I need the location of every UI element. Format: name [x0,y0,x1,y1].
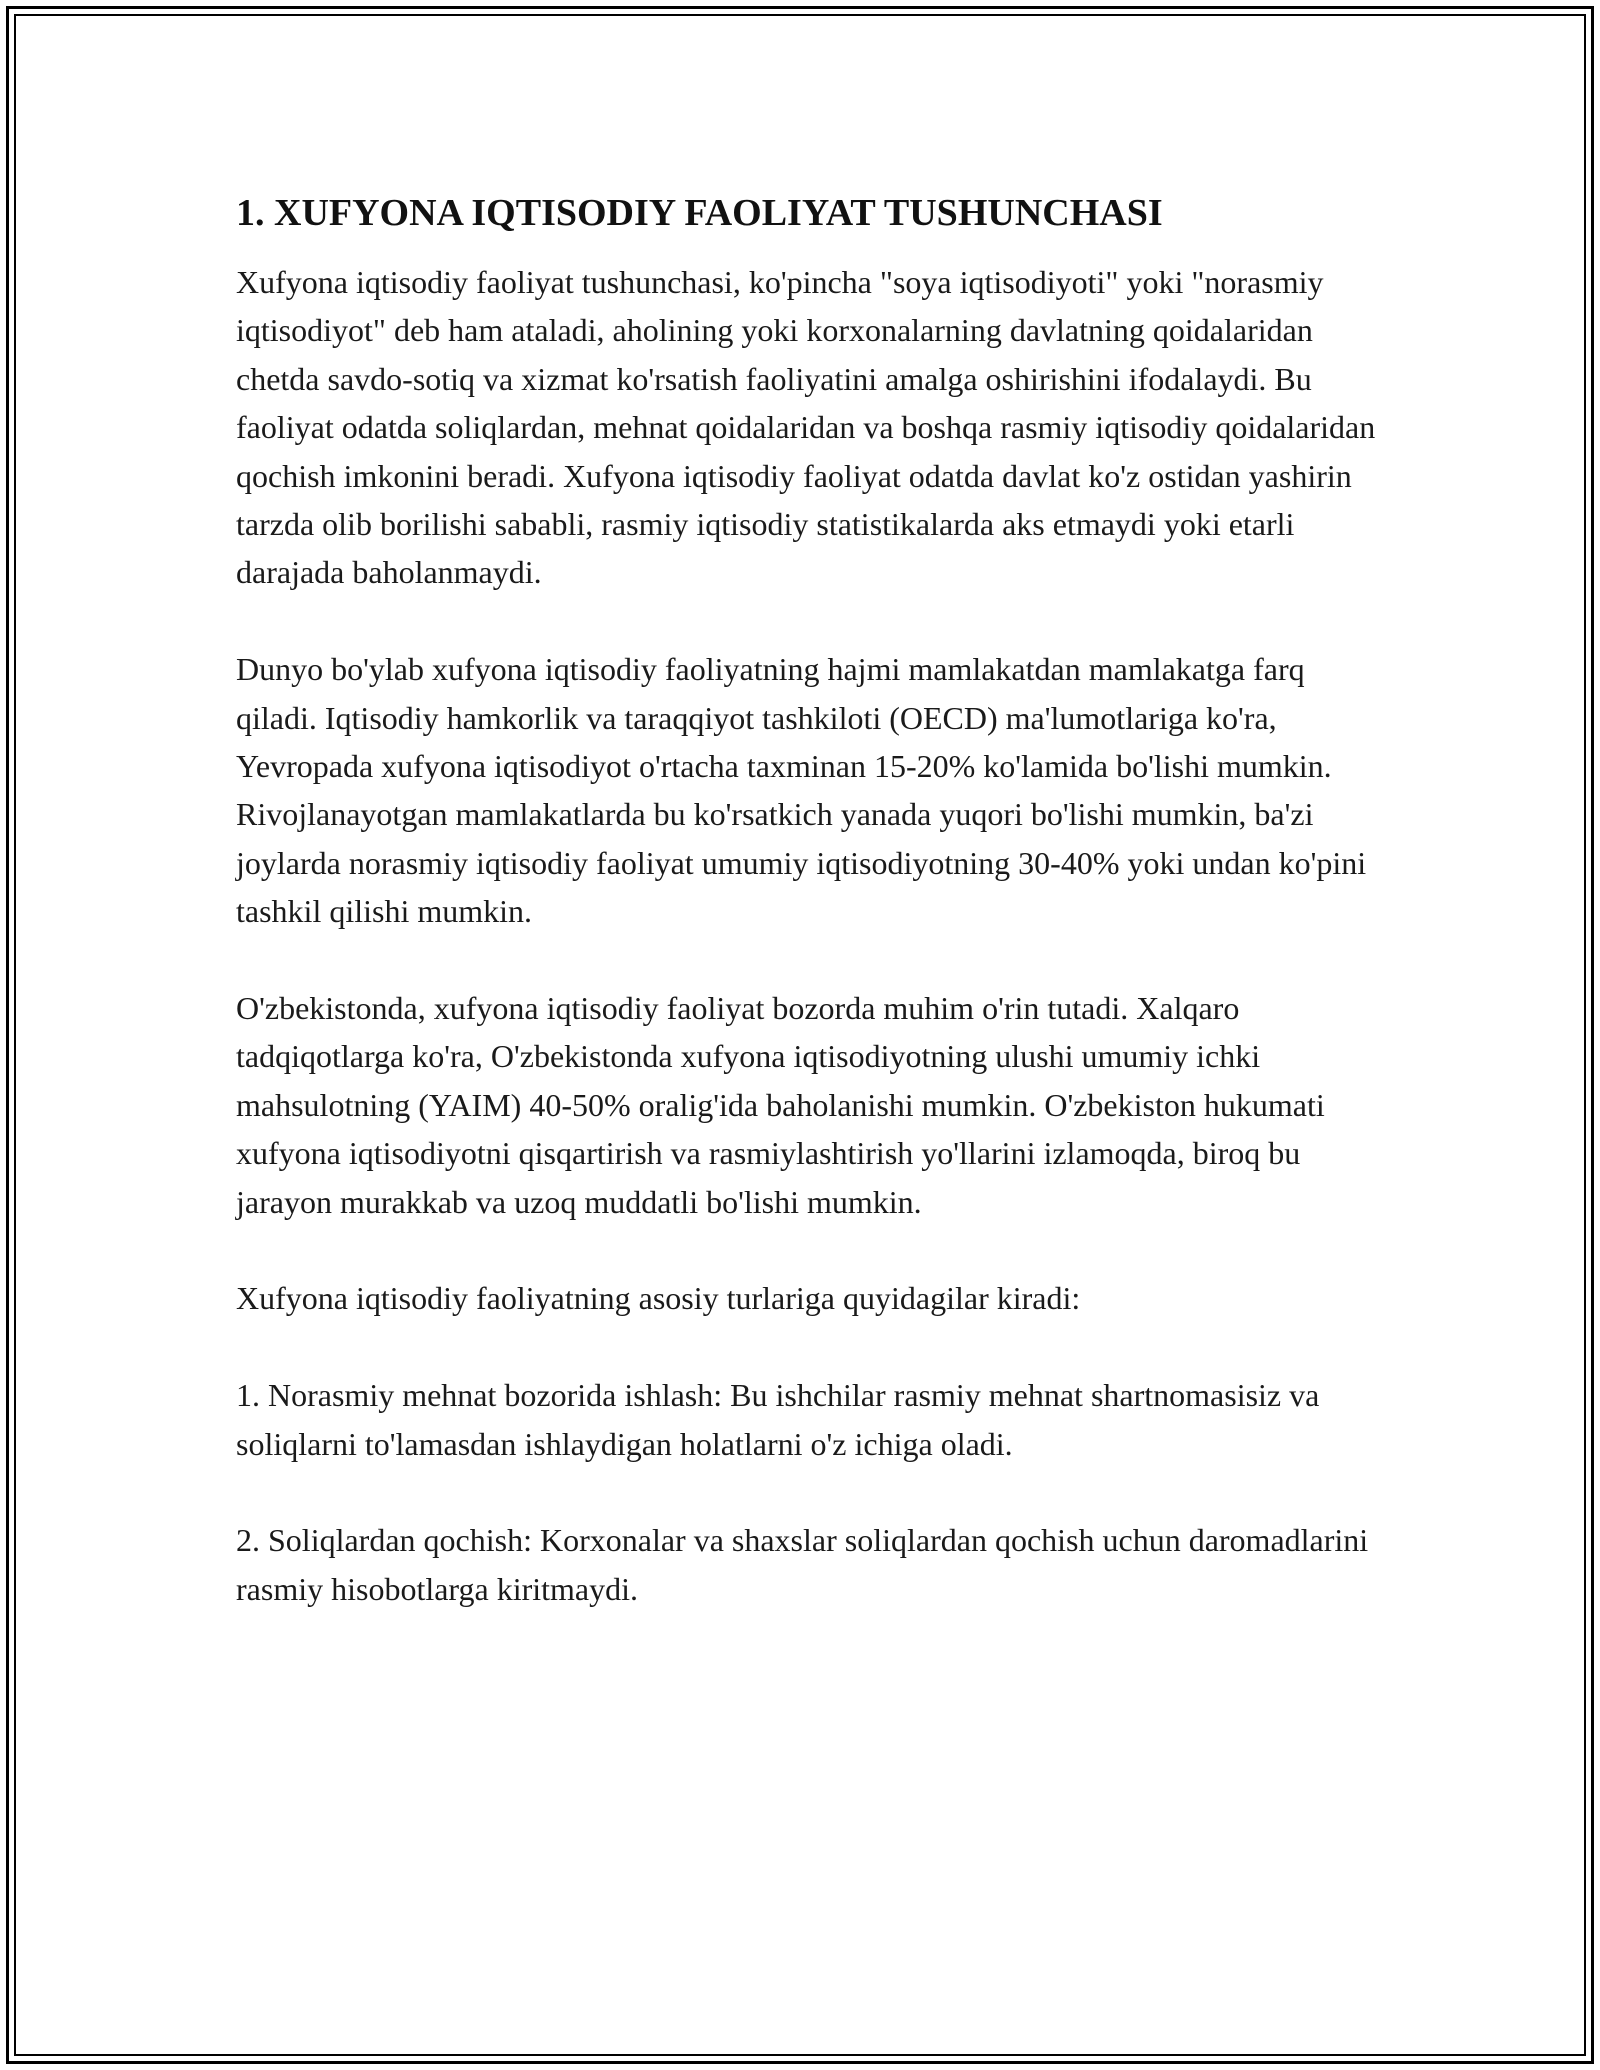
paragraph-world-scale: Dunyo bo'ylab xufyona iqtisodiy faoliyatning hajmi mamlakatdan mamlakatga farq qiladi. Iqtisodiy hamkorlik va taraqqiyot tashkiloti (OECD) ma'lumotlariga ko'ra, Yevropada xufyona iqtisodiyot o'rtacha taxminan 15-20% ko'lamida bo'lishi mumkin. Rivojlanayotgan mamlakatlarda bu ko'rsatkich yanada yuqori bo'lishi mumkin, ba'zi joylarda norasmiy iqtisodiy faoliyat umumiy iqtisodiyotning 30-40% yoki undan ko'pini tashkil qilishi mumkin. [236,651,1367,930]
paragraph-definition: Xufyona iqtisodiy faoliyat tushunchasi, ko'pincha "soya iqtisodiyoti" yoki "norasmiy iqtisodiyot" deb ham ataladi, aholining yoki korxonalarning davlatning qoidalaridan chetda savdo-sotiq va xizmat ko'rsatish faoliyatini amalga oshirishini ifodalaydi. Bu faoliyat odatda soliqlardan, mehnat qoidalaridan va boshqa rasmiy iqtisodiy qoidalaridan qochish imkonini beradi. Xufyona iqtisodiy faoliyat odatda davlat ko'z ostidan yashirin tarzda olib borilishi sababli, rasmiy iqtisodiy statistikalarda aks etmaydi yoki etarli darajada baholanmaydi. [236,264,1376,591]
list-item-tax-evasion: 2. Soliqlardan qochish: Korxonalar va shaxslar soliqlardan qochish uchun daromadlarini rasmiy hisobotlarga kiritmaydi. [236,1522,1369,1607]
section-heading: 1. XUFYONA IQTISODIY FAOLIYAT TUSHUNCHASI [236,192,1163,234]
paragraph-types-intro: Xufyona iqtisodiy faoliyatning asosiy turlariga quyidagilar kiradi: [236,1280,1081,1317]
list-item-informal-labor: 1. Norasmiy mehnat bozorida ishlash: Bu ishchilar rasmiy mehnat shartnomasisiz va soliqlarni to'lamasdan ishlaydigan holatlarni o'z ichiga oladi. [236,1377,1320,1462]
paragraph-uzbekistan: O'zbekistonda, xufyona iqtisodiy faoliyat bozorda muhim o'rin tutadi. Xalqaro tadqiqotlarga ko'ra, O'zbekistonda xufyona iqtisodiyotning ulushi umumiy ichki mahsulotning (YAIM) 40-50% oralig'ida baholanishi mumkin. O'zbekiston hukumati xufyona iqtisodiyotni qisqartirish va rasmiylashtirish yo'llarini izlamoqda, biroq bu jarayon murakkab va uzoq muddatli bo'lishi mumkin. [236,990,1325,1220]
document-body [236,188,1376,1613]
